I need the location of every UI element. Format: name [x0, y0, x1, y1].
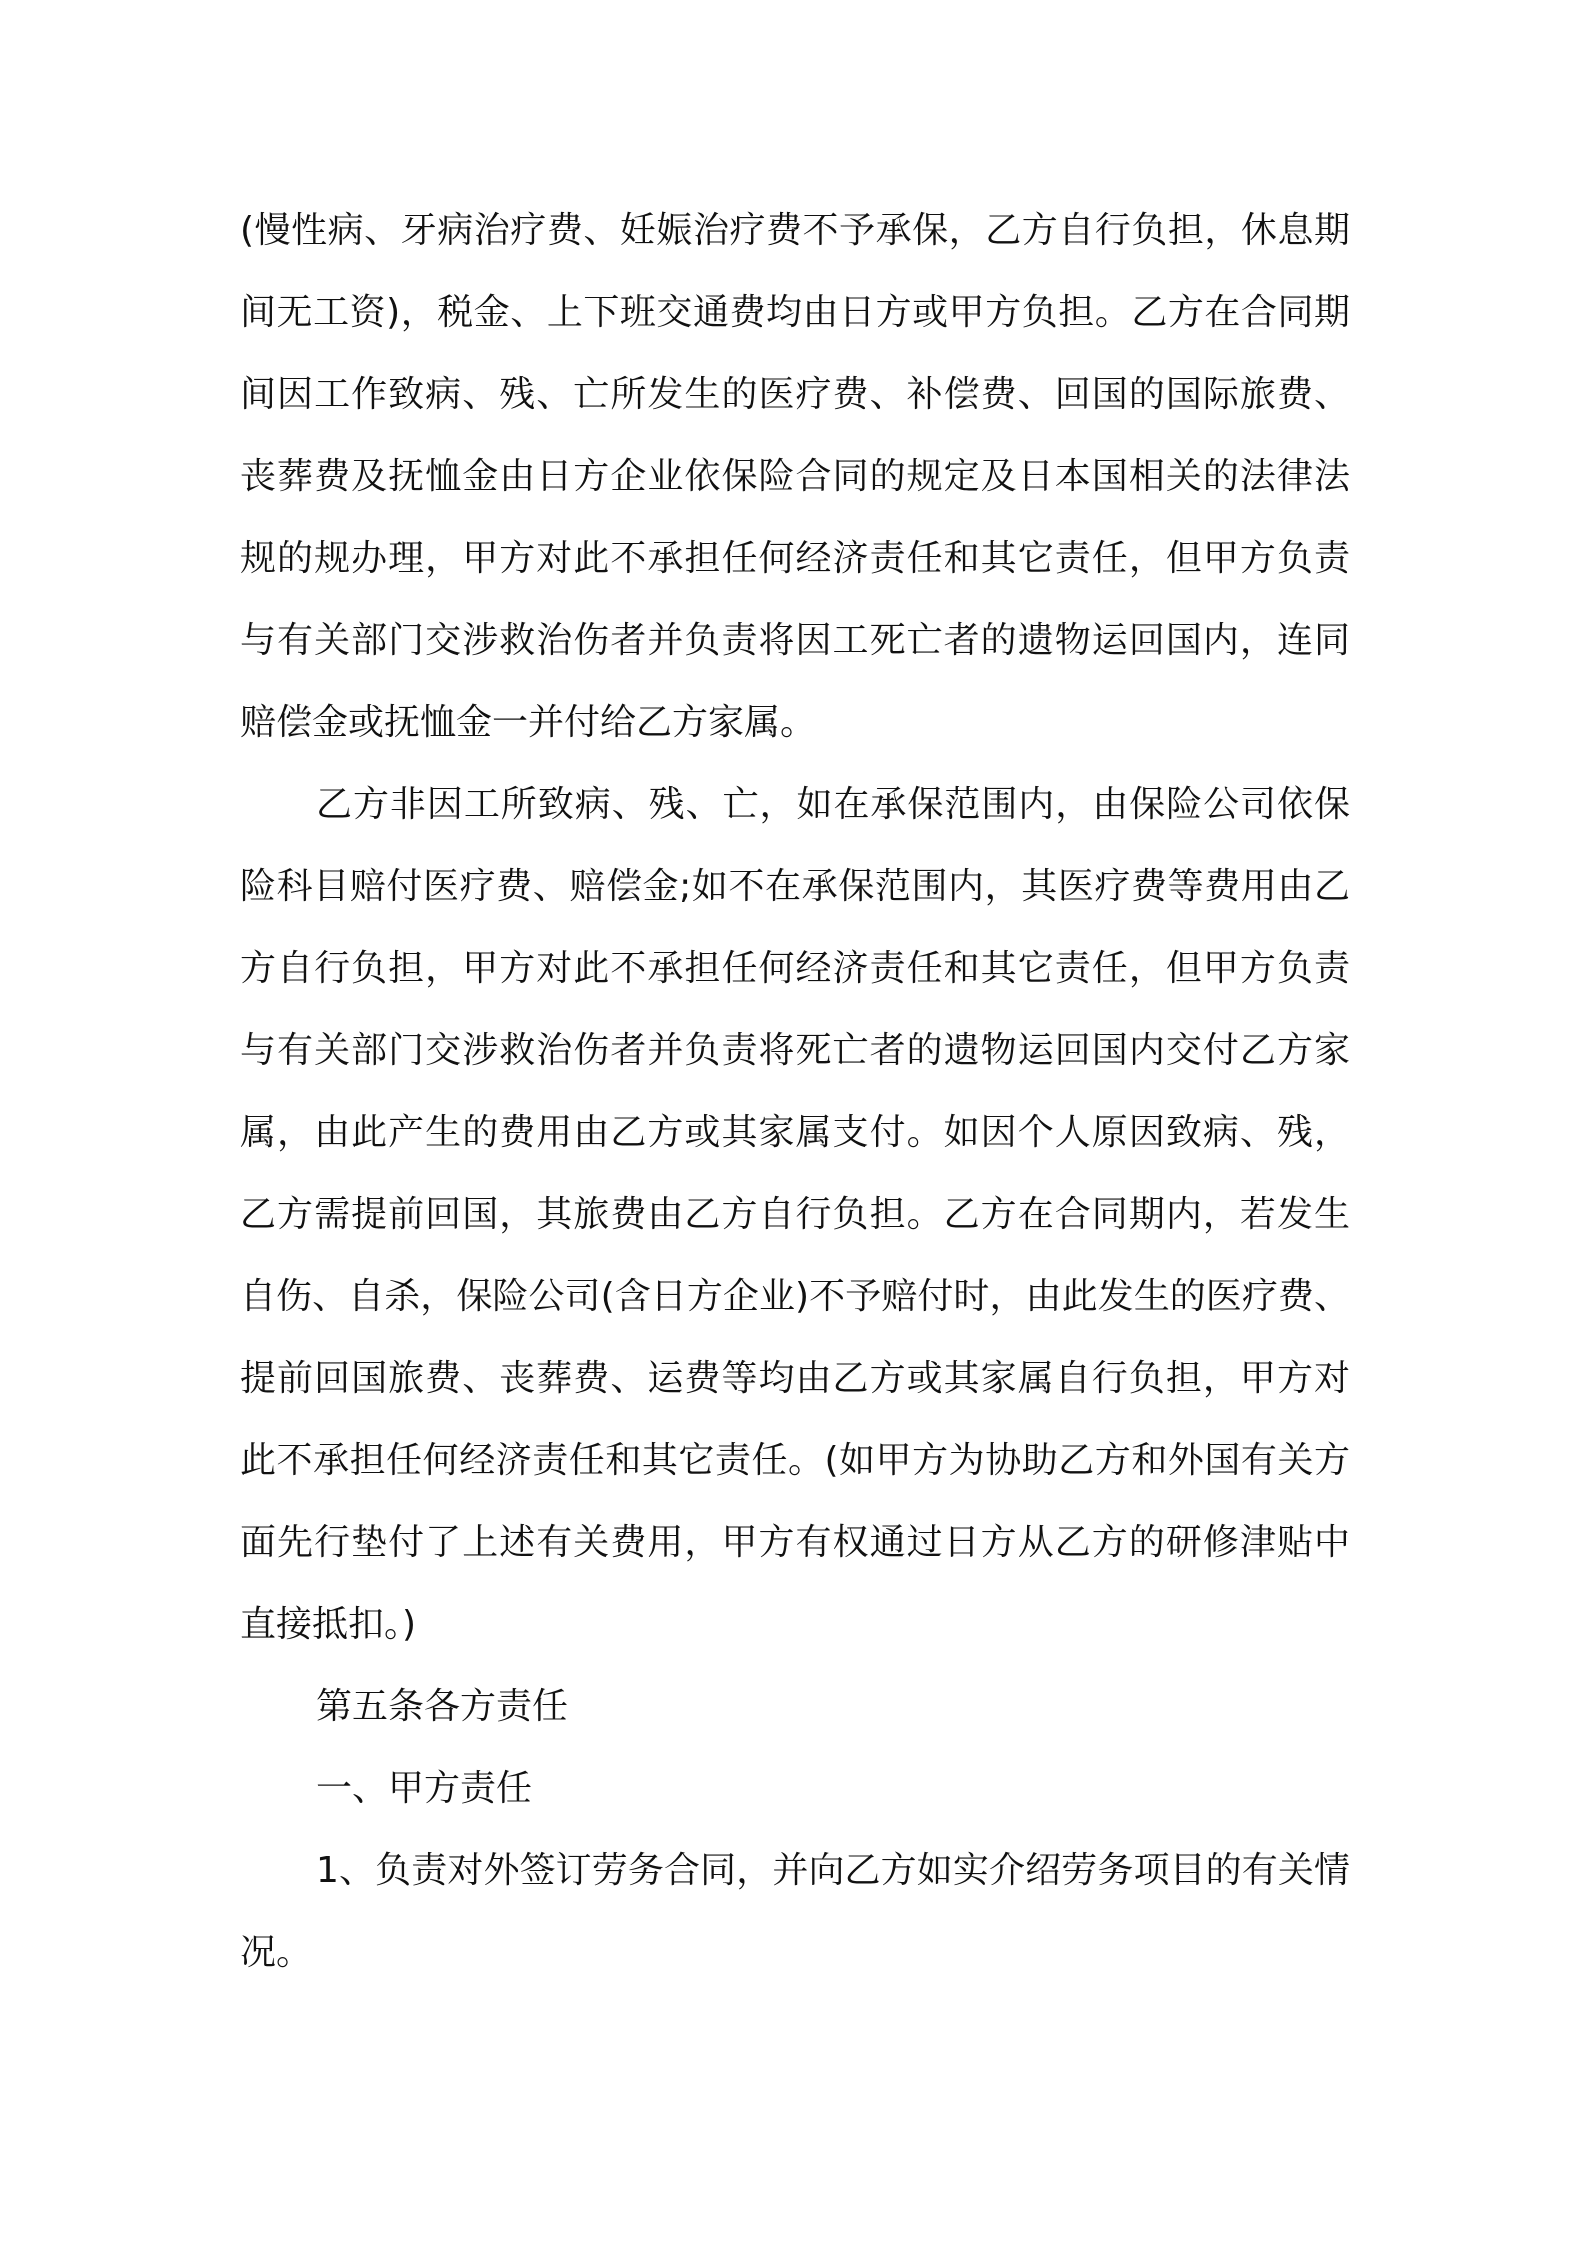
paragraph-non-work-injury: 乙方非因工所致病、残、亡，如在承保范围内，由保险公司依保险科目赔付医疗费、赔偿金;如不在承保范围内，其医疗费等费用由乙方自行负担，甲方对此不承担任何经济责任和其它责任，但甲方负责与有关部门交涉救治伤者并负责将死亡者的遗物运回国内交付乙方家属，由此产生的费用由乙方或其家属支付。如因个人原因致病、残，乙方需提前回国，其旅费由乙方自行负担。乙方在合同期内，若发生自伤、自杀，保险公司(含日方企业)不予赔付时，由此发生的医疗费、提前回国旅费、丧葬费、运费等均由乙方或其家属自行负担，甲方对此不承担任何经济责任和其它责任。(如甲方为协助乙方和外国有关方面先行垫付了上述有关费用，甲方有权通过日方从乙方的研修津贴中直接抵扣。): [240, 784, 1350, 1645]
subsection-heading-party-a: 一、甲方责任: [316, 1768, 533, 1809]
clause-1-contract: 1、负责对外签订劳务合同，并向乙方如实介绍劳务项目的有关情况。: [240, 1850, 1350, 1973]
paragraph-medical-costs: (慢性病、牙病治疗费、妊娠治疗费不予承保，乙方自行负担，休息期间无工资)，税金、上下班交通费均由日方或甲方负担。乙方在合同期间因工作致病、残、亡所发生的医疗费、补偿费、回国的国际旅费、丧葬费及抚恤金由日方企业依保险合同的规定及日本国相关的法律法规的规办理，甲方对此不承担任何经济责任和其它责任，但甲方负责与有关部门交涉救治伤者并负责将因工死亡者的遗物运回国内，连同赔偿金或抚恤金一并付给乙方家属。: [240, 210, 1350, 743]
section-heading-article-5: 第五条各方责任: [316, 1686, 569, 1727]
document-body: [240, 190, 1350, 1994]
